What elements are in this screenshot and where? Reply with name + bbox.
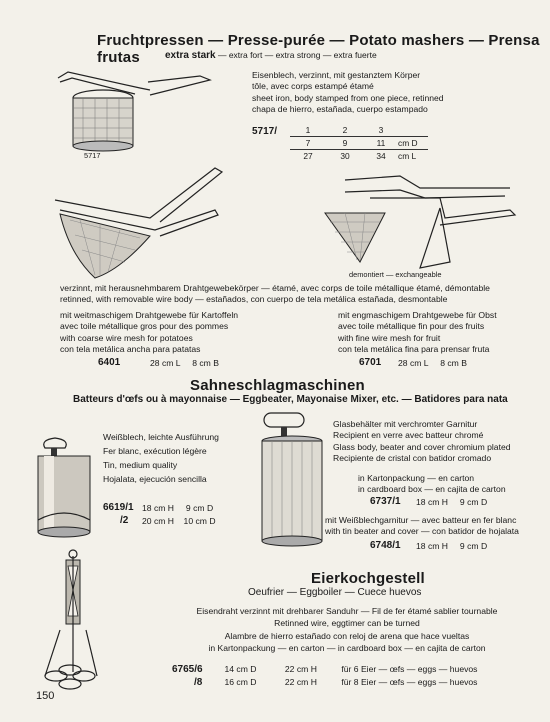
desc-line: Recipiente de cristal con batidor cromado — [333, 452, 492, 463]
desc-line: Weißblech, leichte Ausführung — [103, 432, 219, 442]
section-title-sahne: Sahneschlagmaschinen — [190, 377, 365, 394]
desc-line: Glasbehälter mit verchromter Garnitur — [333, 419, 478, 429]
section-subtitle-sahne: Batteurs d'œfs ou à mayonnaise — Eggbeater, Mayonaise Mixer, etc. — Batidores para nata — [73, 394, 508, 405]
table-row — [290, 150, 428, 163]
subtitle-bold: extra stark — [165, 50, 216, 61]
desc-line: with tin beater and cover — con batidor de hojalata — [325, 526, 519, 537]
dims-6619-1: 18 cm H 9 cm D — [142, 503, 214, 513]
code-6737-1: 6737/1 — [370, 496, 401, 507]
desc-line: avec toile métallique gros pour des pommes — [60, 321, 229, 332]
subtitle-rest: — extra fort — extra strong — extra fuerte — [215, 50, 377, 60]
cell: für 6 Eier — œfs — eggs — huevos — [341, 664, 478, 674]
code-6401: 6401 — [98, 357, 121, 368]
desc-line: in Kartonpackung — en carton — in cardboard box — en cajita de carton — [208, 642, 486, 653]
desc-line: mit Weißblechgarnitur — avec batteur en fer blanc — [325, 515, 517, 525]
masher-left-desc — [60, 310, 238, 355]
cell: 34 — [364, 150, 398, 163]
desc-line: Eisendraht verzinnt mit drehbarer Sanduhr — Fil de fer étamé sablier tournable — [196, 606, 498, 616]
code-5717: 5717/ — [252, 126, 278, 137]
table-row — [172, 659, 478, 675]
code-6765-8 — [172, 677, 220, 688]
code-text: /8 — [194, 677, 203, 688]
desc-line: mit engmaschigem Drahtgewebe für Obst — [338, 310, 497, 320]
sahne-right-desc — [333, 419, 511, 464]
desc-line: tôle, avec corps estampé étamé — [252, 81, 374, 92]
cell: 22 cm H — [284, 664, 317, 674]
code-6701: 6701 — [359, 357, 382, 368]
section-title-eier: Eierkochgestell — [311, 570, 425, 587]
cell: 9 — [326, 137, 364, 150]
page-subtitle — [165, 50, 377, 61]
cell: für 8 Eier — œfs — eggs — huevos — [341, 677, 478, 687]
eier-table — [172, 659, 478, 688]
desc-line: con tela metálica ancha para patatas — [60, 343, 201, 354]
table-row — [290, 137, 428, 150]
code-6748-1: 6748/1 — [370, 540, 401, 551]
cell: 27 — [290, 150, 326, 163]
desc-line: Retinned wire, eggtimer can be turned — [274, 618, 420, 629]
sizes-table — [290, 124, 428, 162]
desc-line: Hojalata, ejecución sencilla — [103, 474, 207, 484]
desc-line: verzinnt, mit herausnehmbarem Drahtgewebekörper — étamé, avec corps de toile métallique étamé, démontable — [60, 283, 490, 293]
table-row — [172, 672, 478, 688]
page-title: Fruchtpressen — Presse-purée — Potato mashers — Prensa frutas — [97, 32, 540, 66]
cell: 3 — [378, 125, 384, 135]
desc-line: in cardboard box — en cajita de carton — [358, 484, 506, 495]
table-row — [290, 124, 428, 137]
desc-line: Tin, medium quality — [103, 460, 178, 470]
table-5717 — [290, 124, 428, 162]
cell: 1 — [305, 125, 311, 135]
masher-desc — [60, 283, 490, 306]
cell: 16 cm D — [224, 677, 257, 687]
dims-6748-1: 18 cm H 9 cm D — [416, 541, 488, 551]
desc-line: with coarse wire mesh for potatoes — [60, 332, 193, 343]
code-6765-6: 6765/6 — [172, 664, 203, 675]
egg-boiler-illustration — [0, 0, 1, 1]
eier-desc — [172, 605, 522, 654]
desc-line: with fine wire mesh for fruit — [338, 332, 441, 343]
exchangeable-caption: demontiert — exchangeable — [349, 270, 442, 279]
desc-line: retinned, with removable wire body — estañados, con cuerpo de tela metálica estañada, desmontable — [60, 294, 448, 305]
dims-6619-2: 20 cm H 10 cm D — [142, 516, 216, 526]
dims-6701: 28 cm L 8 cm B — [398, 358, 467, 368]
caption-5717: 5717 — [84, 151, 101, 160]
page-number: 150 — [36, 690, 55, 702]
desc-line: Fer blanc, exécution légère — [103, 446, 207, 456]
desc-line: sheet iron, body stamped from one piece, retinned — [252, 92, 444, 103]
cell: 2 — [342, 125, 348, 135]
desc-line: avec toile métallique fin pour des fruits — [338, 321, 485, 332]
cell: cm L — [398, 150, 428, 163]
dims-6401: 28 cm L 8 cm B — [150, 358, 219, 368]
cell: 22 cm H — [284, 677, 317, 687]
cell: 11 — [364, 137, 398, 150]
desc-line: in Kartonpackung — en carton — [358, 473, 475, 483]
tin-garnish-desc — [325, 515, 519, 538]
sahne-left-desc — [103, 432, 219, 488]
packing-6737 — [358, 473, 506, 496]
desc-5717 — [252, 70, 444, 115]
cell: 30 — [326, 150, 364, 163]
desc-line: Alambre de hierro estañado con reloj de arena que hace vueltas — [224, 630, 470, 641]
cell: 14 cm D — [224, 664, 257, 674]
section-subtitle-eier: Oeufrier — Eggboiler — Cuece huevos — [248, 587, 422, 598]
dims-6737-1: 18 cm H 9 cm D — [416, 497, 488, 507]
masher-right-desc — [338, 310, 497, 355]
cell: 7 — [290, 137, 326, 150]
desc-line: Recipient en verre avec batteur chromé — [333, 430, 484, 441]
desc-line: Eisenblech, verzinnt, mit gestanztem Körper — [252, 70, 421, 80]
desc-line: Glass body, beater and cover chromium plated — [333, 441, 511, 452]
desc-line: mit weitmaschigem Drahtgewebe für Kartoffeln — [60, 310, 239, 320]
code-6619-1: 6619/1 — [103, 502, 134, 513]
code-6619-2: /2 — [120, 515, 129, 526]
cell: cm D — [398, 137, 428, 150]
desc-line: con tela metálica fina para prensar fruta — [338, 343, 490, 354]
desc-line: chapa de hierro, estañada, cuerpo estampado — [252, 103, 428, 114]
